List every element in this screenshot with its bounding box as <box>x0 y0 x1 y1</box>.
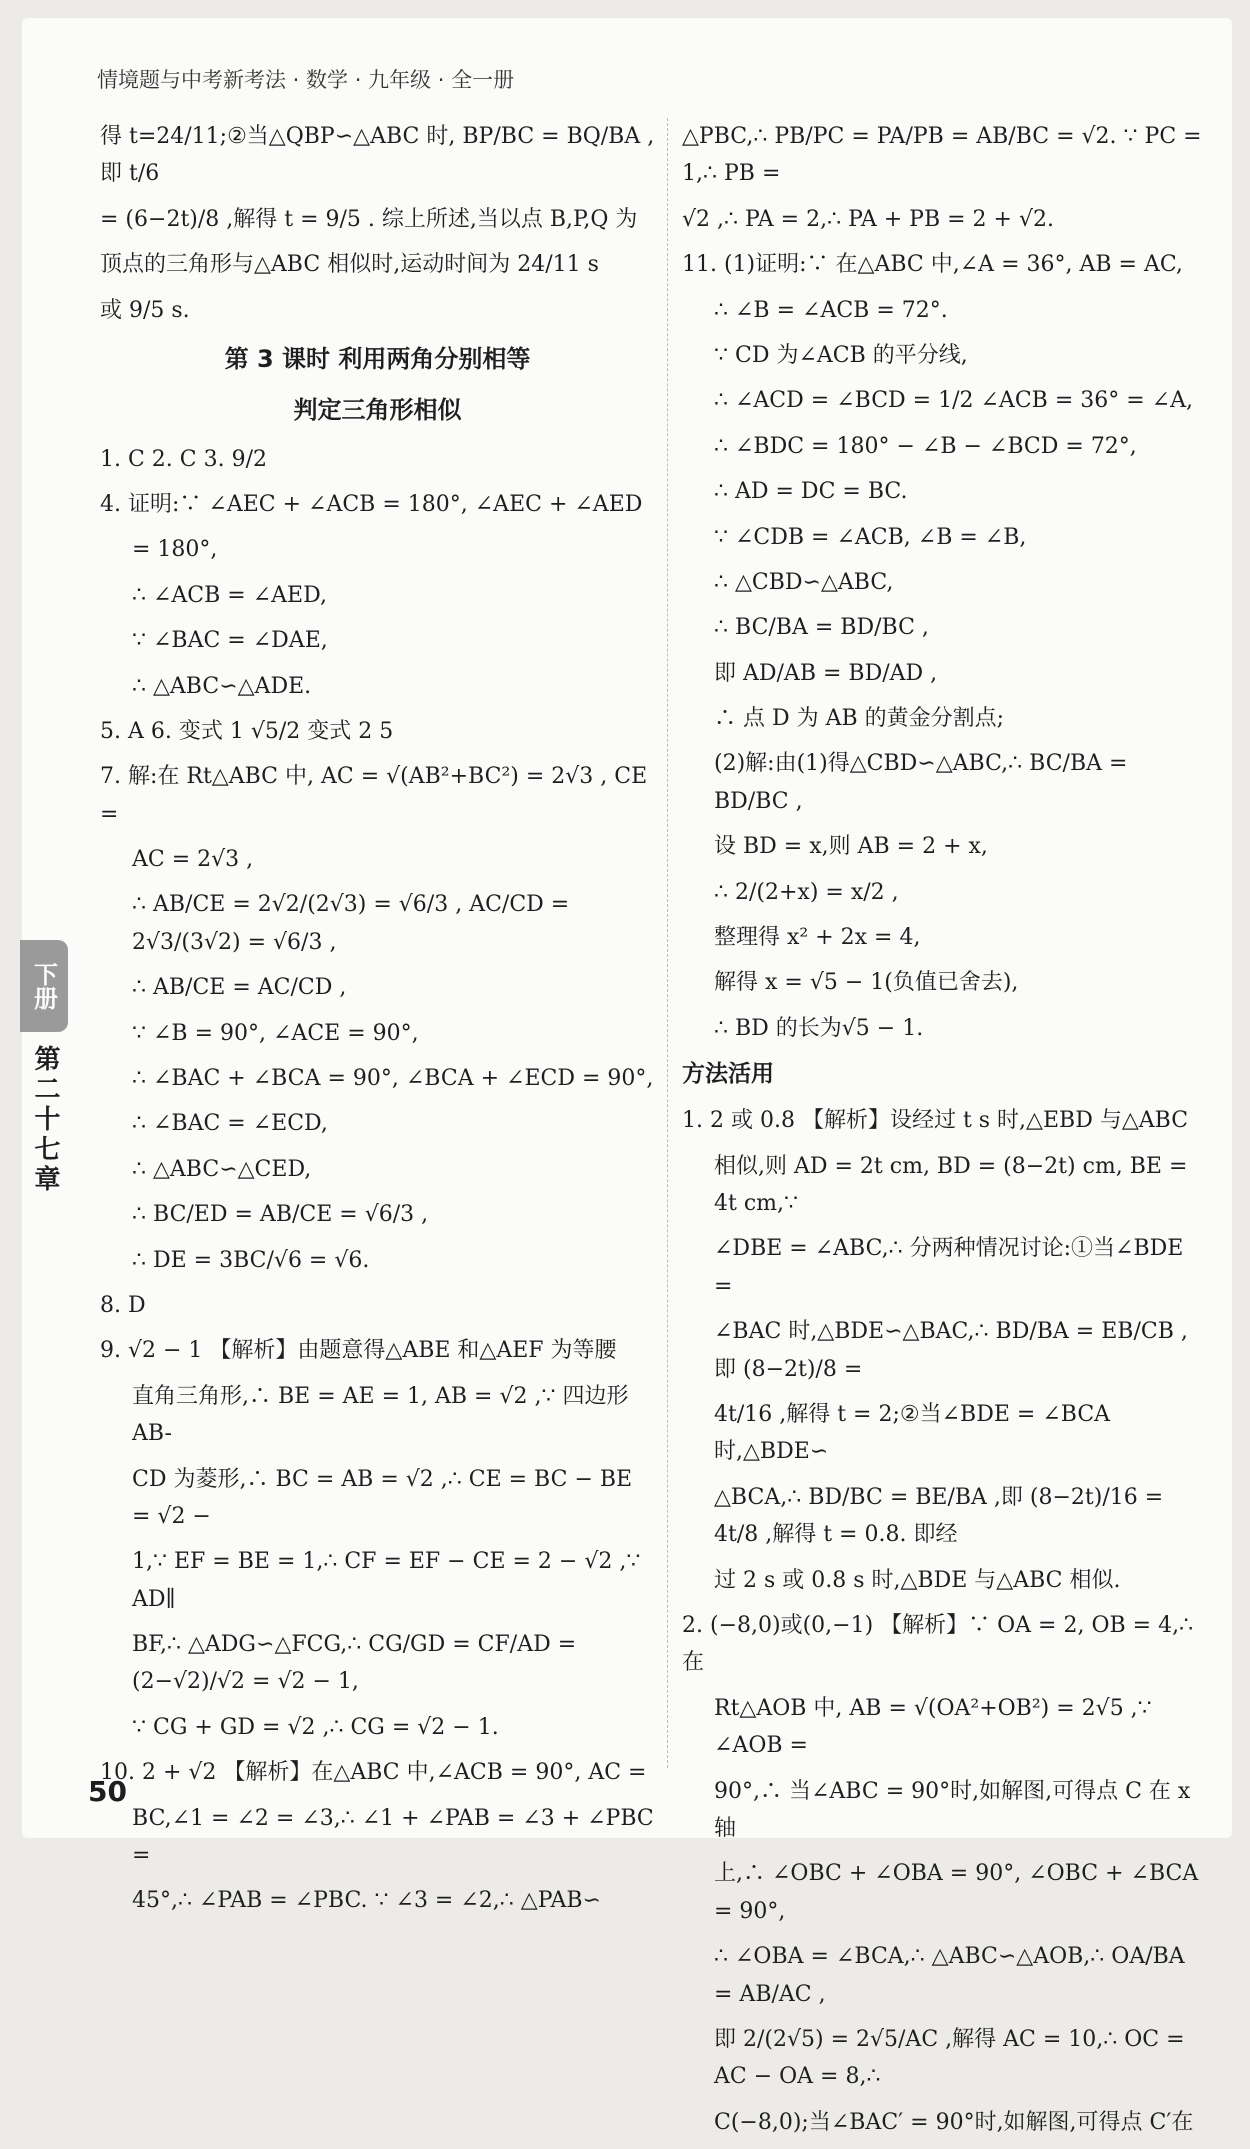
text-line: ∴ ∠ACD = ∠BCD = 1/2 ∠ACB = 36° = ∠A, <box>714 388 1193 414</box>
text-line: 相似,则 AD = 2t cm, BD = (8−2t) cm, BE = 4t cm,∵ <box>714 1153 1188 1217</box>
text-line: 即 2/(2√5) = 2√5/AC ,解得 AC = 10,∴ OC = AC − OA = 8,∴ <box>714 2026 1185 2090</box>
text-line: ∵ CG + GD = √2 ,∴ CG = √2 − 1. <box>132 1714 499 1740</box>
text-line: 即 AD/AB = BD/AD , <box>714 660 938 686</box>
page-number: 50 <box>88 1775 127 1808</box>
volume-tab: 下册 <box>20 940 68 1032</box>
answer-4: 4. 证明:∵ ∠AEC + ∠ACB = 180°, ∠AEC + ∠AED <box>100 491 643 517</box>
text-line: ∴ ∠ACB = ∠AED, <box>132 582 327 608</box>
text-line: ∴ ∠BAC = ∠ECD, <box>132 1111 328 1137</box>
text-line: ∴ BD 的长为√5 − 1. <box>714 1015 924 1041</box>
page <box>22 18 1232 2135</box>
column-divider <box>667 118 668 1768</box>
text-line: ∴ ∠BDC = 180° − ∠B − ∠BCD = 72°, <box>714 433 1137 459</box>
section-heading: 方法活用 <box>682 1061 774 1088</box>
text-line: 4t/16 ,解得 t = 2;②当∠BDE = ∠BCA 时,△BDE∽ <box>714 1402 1111 1465</box>
answer-5-6: 5. A 6. 变式 1 √5/2 变式 2 5 <box>100 718 394 744</box>
answer-10: 10. 2 + √2 【解析】在△ABC 中,∠ACB = 90°, AC = <box>100 1760 647 1786</box>
text-line: 1,∵ EF = BE = 1,∴ CF = EF − CE = 2 − √2 ,∵ AD∥ <box>132 1549 641 1612</box>
right-column <box>682 118 1202 2149</box>
chapter-label: 第二十七章 <box>30 1045 60 1195</box>
text-line: ∴ BC/BA = BD/BC , <box>714 615 929 641</box>
text-line: ∴ AD = DC = BC. <box>714 479 908 505</box>
text-line: 或 9/5 s. <box>100 297 190 323</box>
left-column <box>100 118 655 1928</box>
text-line: △BCA,∴ BD/BC = BE/BA ,即 (8−2t)/16 = 4t/8 ,解得 t = 0.8. 即经 <box>714 1484 1164 1548</box>
text-line: ∴ AB/CE = AC/CD , <box>132 975 347 1001</box>
text-line: ∴ ∠OBA = ∠BCA,∴ △ABC∽△AOB,∴ OA/BA = AB/AC , <box>714 1944 1185 2007</box>
lesson-title: 第 3 课时 利用两角分别相等 <box>224 344 531 373</box>
method-2: 2. (−8,0)或(0,−1) 【解析】∵ OA = 2, OB = 4,∴ 在 <box>682 1612 1194 1676</box>
text-line: 过 2 s 或 0.8 s 时,△BDE 与△ABC 相似. <box>714 1567 1121 1593</box>
text-line: Rt△AOB 中, AB = √(OA²+OB²) = 2√5 ,∵ ∠AOB = <box>714 1695 1152 1759</box>
text-line: ∵ ∠B = 90°, ∠ACE = 90°, <box>132 1020 419 1046</box>
text-line: (2)解:由(1)得△CBD∽△ABC,∴ BC/BA = BD/BC , <box>714 751 1128 814</box>
text-line: AC = 2√3 , <box>132 847 254 873</box>
text-line: 90°,∴ 当∠ABC = 90°时,如解图,可得点 C 在 x 轴 <box>714 1778 1191 1841</box>
text-line: ∴ ∠B = ∠ACB = 72°. <box>714 297 948 323</box>
text-line: C(−8,0);当∠BAC′ = 90°时,如解图,可得点 C′在 <box>714 2109 1194 2135</box>
text-line: CD 为菱形,∴ BC = AB = √2 ,∴ CE = BC − BE = √2 − <box>132 1466 633 1529</box>
text-line: ∴ △ABC∽△ADE. <box>132 673 312 699</box>
text-line: ∴ BC/ED = AB/CE = √6/3 , <box>132 1202 429 1228</box>
answer-8: 8. D <box>100 1292 146 1318</box>
answer-1-3: 1. C 2. C 3. 9/2 <box>100 446 268 472</box>
text-line: 45°,∴ ∠PAB = ∠PBC. ∵ ∠3 = ∠2,∴ △PAB∽ <box>132 1888 601 1914</box>
text-line: 得 t=24/11;②当△QBP∽△ABC 时, BP/BC = BQ/BA ,即 t/6 <box>100 124 655 187</box>
text-line: ∵ CD 为∠ACB 的平分线, <box>714 342 968 368</box>
text-line: ∴ AB/CE = 2√2/(2√3) = √6/3 , AC/CD = 2√3/(3√2) = √6/3 , <box>132 892 570 955</box>
text-line: 解得 x = √5 − 1(负值已舍去), <box>714 970 1019 996</box>
text-line: ∴ △ABC∽△CED, <box>132 1156 312 1182</box>
text-line: BF,∴ △ADG∽△FCG,∴ CG/GD = CF/AD = (2−√2)/√2 = √2 − 1, <box>132 1632 577 1695</box>
text-line: △PBC,∴ PB/PC = PA/PB = AB/BC = √2. ∵ PC = 1,∴ PB = <box>682 124 1202 187</box>
text-line: ∴ DE = 3BC/√6 = √6. <box>132 1247 370 1273</box>
text-line: ∴ 2/(2+x) = x/2 , <box>714 879 899 905</box>
text-line: 上,∴ ∠OBC + ∠OBA = 90°, ∠OBC + ∠BCA = 90°, <box>714 1861 1199 1924</box>
text-line: = (6−2t)/8 ,解得 t = 9/5 . 综上所述,当以点 B,P,Q 为 <box>100 206 638 232</box>
text-line: 设 BD = x,则 AB = 2 + x, <box>714 834 988 860</box>
text-line: ∵ ∠CDB = ∠ACB, ∠B = ∠B, <box>714 524 1027 550</box>
text-line: 直角三角形,∴ BE = AE = 1, AB = √2 ,∵ 四边形 AB- <box>132 1383 629 1447</box>
text-line: ∴ ∠BAC + ∠BCA = 90°, ∠BCA + ∠ECD = 90°, <box>132 1066 654 1092</box>
text-line: √2 ,∴ PA = 2,∴ PA + PB = 2 + √2. <box>682 206 1054 232</box>
text-line: ∴ 点 D 为 AB 的黄金分割点; <box>714 706 1005 732</box>
lesson-subtitle: 判定三角形相似 <box>293 395 462 424</box>
header: 情境题与中考新考法 · 数学 · 九年级 · 全一册 <box>97 68 515 92</box>
text-line: BC,∠1 = ∠2 = ∠3,∴ ∠1 + ∠PAB = ∠3 + ∠PBC = <box>132 1805 654 1869</box>
text-line: ∠DBE = ∠ABC,∴ 分两种情况讨论:①当∠BDE = <box>714 1236 1184 1299</box>
text-line: 顶点的三角形与△ABC 相似时,运动时间为 24/11 s <box>100 252 599 278</box>
text-line: ∴ △CBD∽△ABC, <box>714 569 894 595</box>
text-line: ∵ ∠BAC = ∠DAE, <box>132 628 328 654</box>
answer-9: 9. √2 − 1 【解析】由题意得△ABE 和△AEF 为等腰 <box>100 1338 617 1364</box>
answer-7: 7. 解:在 Rt△ABC 中, AC = √(AB²+BC²) = 2√3 , CE = <box>100 764 648 827</box>
text-line: = 180°, <box>132 537 218 563</box>
answer-11: 11. (1)证明:∵ 在△ABC 中,∠A = 36°, AB = AC, <box>682 252 1183 278</box>
method-1: 1. 2 或 0.8 【解析】设经过 t s 时,△EBD 与△ABC <box>682 1108 1189 1134</box>
text-line: ∠BAC 时,△BDE∽△BAC,∴ BD/BA = EB/CB ,即 (8−2t)/8 = <box>714 1319 1188 1382</box>
text-line: 整理得 x² + 2x = 4, <box>714 925 921 951</box>
